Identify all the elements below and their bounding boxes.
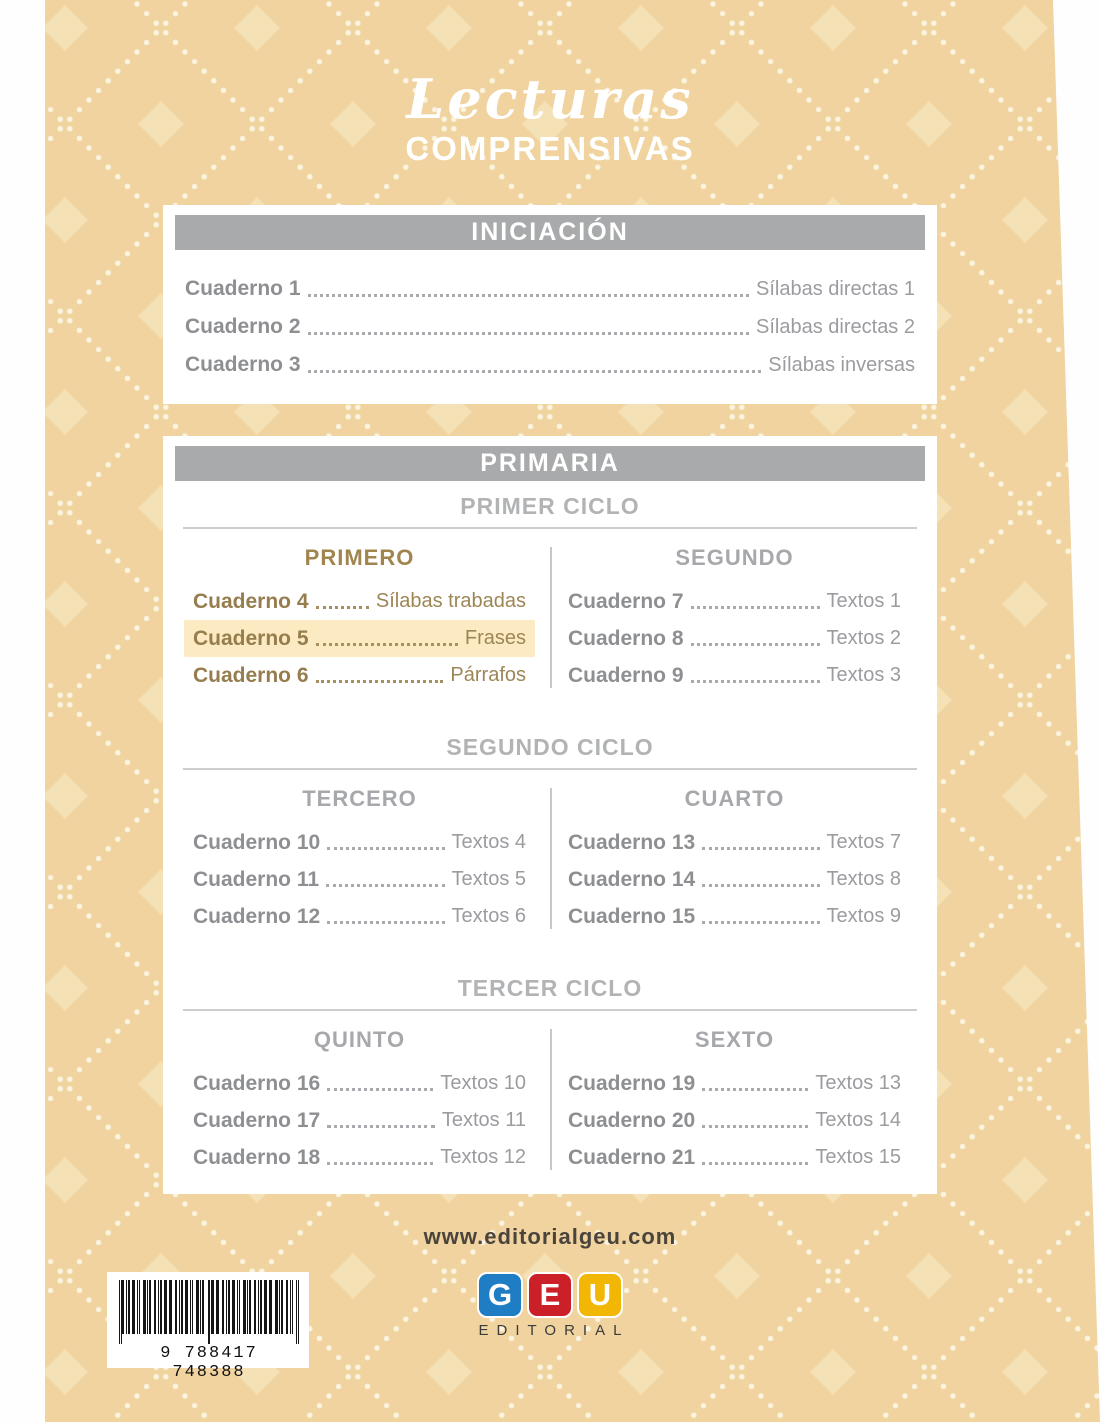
catalog-row xyxy=(568,657,901,694)
cycle-rule xyxy=(183,768,917,770)
grade-column xyxy=(550,545,925,694)
primaria-cycles xyxy=(175,493,925,1176)
leader-dots xyxy=(691,643,820,646)
leader-dots xyxy=(702,1125,808,1128)
row-label: Cuaderno 5 xyxy=(193,626,309,650)
row-value: Textos 4 xyxy=(451,831,526,853)
catalog-row xyxy=(568,620,901,657)
primaria-header: PRIMARIA xyxy=(175,446,925,481)
catalog-row xyxy=(193,1065,526,1102)
leader-dots xyxy=(327,1162,433,1165)
barcode-bars xyxy=(119,1280,299,1344)
row-value: Textos 15 xyxy=(815,1146,901,1168)
row-label: Cuaderno 2 xyxy=(185,315,301,338)
catalog-row xyxy=(568,583,901,620)
row-label: Cuaderno 1 xyxy=(185,277,301,300)
highlighted-row xyxy=(184,620,535,657)
row-value: Frases xyxy=(464,627,526,649)
iniciacion-header: INICIACIÓN xyxy=(175,215,925,250)
logo-letter: U xyxy=(588,1277,612,1312)
catalog-row xyxy=(193,898,526,935)
series-title-script: Lecturas xyxy=(406,67,694,131)
row-value: Textos 2 xyxy=(826,627,901,649)
row-value: Párrafos xyxy=(450,664,526,686)
cycle-section xyxy=(175,734,925,935)
catalog-row xyxy=(568,861,901,898)
iniciacion-rows xyxy=(175,250,925,386)
catalog-row xyxy=(568,824,901,861)
website-url: www.editorialgeu.com xyxy=(423,1224,677,1249)
catalog-row xyxy=(193,861,526,898)
row-value: Textos 9 xyxy=(826,905,901,927)
cycle-columns xyxy=(175,786,925,935)
barcode-number: 9 788417 748388 xyxy=(160,1344,258,1382)
row-label: Cuaderno 4 xyxy=(193,589,309,613)
catalog-row xyxy=(193,657,526,694)
grade-title: QUINTO xyxy=(313,1027,406,1052)
catalog-row xyxy=(185,346,915,384)
row-value: Textos 6 xyxy=(451,905,526,927)
grade-column xyxy=(175,1027,550,1176)
catalog-row xyxy=(193,824,526,861)
row-label: Cuaderno 10 xyxy=(193,830,321,854)
row-label: Cuaderno 18 xyxy=(193,1145,321,1169)
row-value: Textos 11 xyxy=(441,1109,526,1131)
leader-dots xyxy=(327,1125,435,1128)
grade-column xyxy=(175,545,550,694)
row-label: Cuaderno 17 xyxy=(193,1108,321,1132)
cycle-section xyxy=(175,493,925,694)
cycle-title: TERCER CICLO xyxy=(457,975,643,1001)
grade-title: PRIMERO xyxy=(304,545,415,570)
primaria-panel xyxy=(163,436,937,1194)
catalog-row xyxy=(193,1102,526,1139)
leader-dots xyxy=(691,606,820,609)
leader-dots xyxy=(702,847,819,850)
grade-column xyxy=(550,1027,925,1176)
leader-dots xyxy=(316,643,458,646)
logo-letter: E xyxy=(539,1277,561,1312)
row-value: Textos 7 xyxy=(826,831,901,853)
leader-dots xyxy=(308,370,762,373)
cycle-rule xyxy=(183,527,917,529)
leader-dots xyxy=(702,884,819,887)
leader-dots xyxy=(702,1088,808,1091)
row-value: Textos 8 xyxy=(826,868,901,890)
grade-title: SEXTO xyxy=(694,1027,775,1052)
row-label: Cuaderno 16 xyxy=(193,1071,321,1095)
row-label: Cuaderno 8 xyxy=(568,626,684,650)
cycle-columns xyxy=(175,1027,925,1176)
logo-letter: G xyxy=(487,1277,513,1312)
catalog-row xyxy=(185,270,915,308)
row-label: Cuaderno 19 xyxy=(568,1071,696,1095)
row-label: Cuaderno 9 xyxy=(568,663,684,687)
leader-dots xyxy=(316,606,369,609)
cycle-title: SEGUNDO CICLO xyxy=(446,734,654,760)
cycle-section xyxy=(175,975,925,1176)
grade-title: CUARTO xyxy=(684,786,785,811)
logo-caption: EDITORIAL xyxy=(478,1322,630,1339)
catalog-row xyxy=(568,1102,901,1139)
leader-dots xyxy=(327,1088,433,1091)
catalog-row xyxy=(568,898,901,935)
iniciacion-panel xyxy=(163,205,937,404)
catalog-row xyxy=(193,1139,526,1176)
leader-dots xyxy=(327,921,444,924)
row-value: Sílabas directas 1 xyxy=(756,277,915,300)
row-label: Cuaderno 21 xyxy=(568,1145,696,1169)
row-value: Textos 1 xyxy=(826,590,901,612)
grade-title: SEGUNDO xyxy=(675,545,794,570)
barcode-bar xyxy=(298,1280,299,1344)
row-value: Textos 5 xyxy=(451,868,526,890)
row-label: Cuaderno 14 xyxy=(568,867,696,891)
grade-title: TERCERO xyxy=(302,786,417,811)
row-value: Sílabas directas 2 xyxy=(756,315,915,338)
series-title-main: COMPRENSIVAS xyxy=(405,130,695,167)
logo-tile-e xyxy=(527,1272,573,1318)
isbn-barcode xyxy=(107,1272,309,1382)
row-value: Textos 14 xyxy=(815,1109,901,1131)
row-value: Sílabas inversas xyxy=(768,353,915,376)
grade-column xyxy=(550,786,925,935)
catalog-row xyxy=(568,1139,901,1176)
leader-dots xyxy=(326,884,444,887)
row-value: Textos 13 xyxy=(815,1072,901,1094)
catalog-row xyxy=(568,1065,901,1102)
row-label: Cuaderno 20 xyxy=(568,1108,696,1132)
cycle-title: PRIMER CICLO xyxy=(460,493,640,519)
series-title xyxy=(0,67,1100,168)
leader-dots xyxy=(327,847,444,850)
logo-tile-u xyxy=(577,1272,623,1318)
catalog-row xyxy=(185,308,915,346)
catalog-row xyxy=(193,583,526,620)
row-label: Cuaderno 11 xyxy=(193,867,320,891)
row-value: Textos 12 xyxy=(440,1146,526,1168)
leader-dots xyxy=(308,294,749,297)
row-label: Cuaderno 3 xyxy=(185,353,301,376)
row-label: Cuaderno 6 xyxy=(193,663,309,687)
leader-dots xyxy=(702,921,819,924)
row-value: Sílabas trabadas xyxy=(375,590,526,612)
cycle-rule xyxy=(183,1009,917,1011)
logo-tile-g xyxy=(477,1272,523,1318)
row-label: Cuaderno 15 xyxy=(568,904,696,928)
cycle-columns xyxy=(175,545,925,694)
row-value: Textos 3 xyxy=(826,664,901,686)
leader-dots xyxy=(691,680,820,683)
row-label: Cuaderno 12 xyxy=(193,904,321,928)
leader-dots xyxy=(316,680,444,683)
row-label: Cuaderno 7 xyxy=(568,589,684,613)
row-value: Textos 10 xyxy=(440,1072,526,1094)
leader-dots xyxy=(702,1162,808,1165)
row-label: Cuaderno 13 xyxy=(568,830,696,854)
grade-column xyxy=(175,786,550,935)
leader-dots xyxy=(308,332,749,335)
